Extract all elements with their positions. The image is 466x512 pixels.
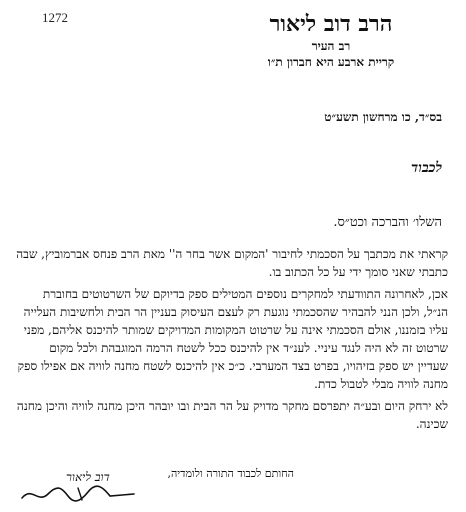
letterhead-name: הרב דוב ליאור <box>269 11 393 37</box>
signature-name: דוב ליאור <box>66 470 110 484</box>
signature <box>18 470 138 506</box>
greeting: השלו׳ והברכה וכט״ס. <box>333 215 442 230</box>
letterhead-address: קריית ארבע היא חברון ת״ו <box>267 55 395 69</box>
document-number: 1272 <box>42 10 68 25</box>
recipient-line: לכבוד <box>411 160 442 176</box>
paragraph: לא ירחק היום ובע״ה יתפרסם מחקר מדויק על הר הבית ובו יובהר היכן מחנה לוויה והיכן מחנה שכינה. <box>16 399 448 431</box>
paragraph: אכן, לאחרונה התוודעתי למחקרים נוספים המטילים ספק בדיוקם של השרטוטים בחוברת הנ״ל, ולכן הנני להבהיר שהסכמתי נוגעת רק לעצם העיסוק בעניין הר הבית ולחשיבות העלייה עליו בזמננו, אולם הסכמתי אינה על שרטוט המקומות המדויקים שמותר להיכנס אליהם, מפני שרטוט זה לא היה לנגד עיניי. לענ״ד אין להיכנס ככל לשטח הרמה המוגבהת ולכל מקום שעדיין יש ספק בזיהויו, בפרט בצד המערבי. כ״כ אין להיכנס לשטח מחנה לוויה אם אפילו ספק מחנה לוויה מבלי לטבול כדת. <box>17 287 448 391</box>
letterhead <box>216 10 446 70</box>
letterhead-role: רב העיר <box>311 39 351 53</box>
letter-date: בס״ד, כו מרחשון תשע״ט <box>324 110 442 124</box>
letter-body <box>16 245 448 433</box>
paragraph: קראתי את מכתבך על הסכמתי לחיבור 'המקום אשר בחר ה'' מאת הרב פנחס אברמוביץ, שבה כתבתי שאני סומך ידי על כל הכתוב בו. <box>16 247 448 279</box>
signature-scribble-icon <box>18 482 138 506</box>
closing-line: החותם לכבוד התורה ולומדיה, <box>167 467 294 480</box>
